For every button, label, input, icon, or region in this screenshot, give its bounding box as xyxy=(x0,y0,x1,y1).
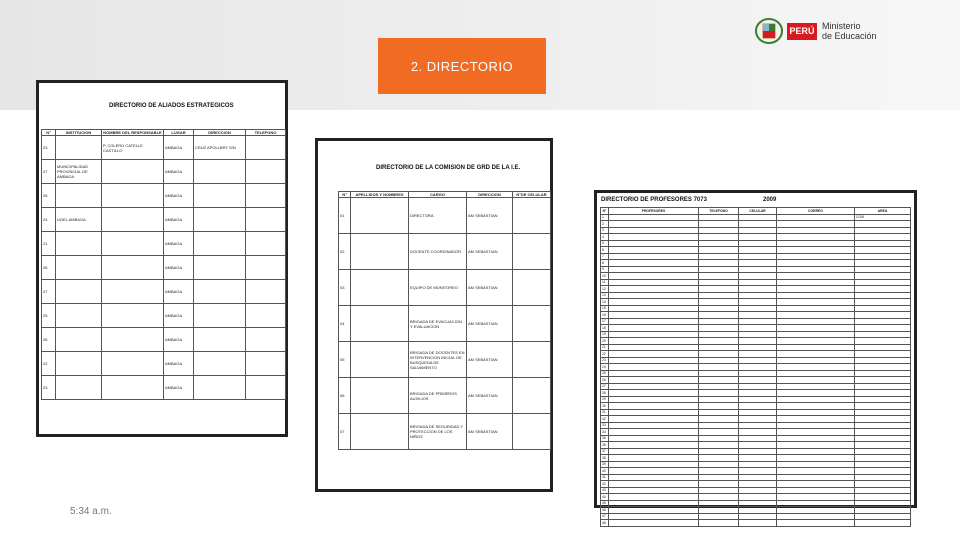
table-cell: 19 xyxy=(601,331,609,338)
table-cell xyxy=(246,304,286,328)
table-cell: 23 xyxy=(42,136,56,160)
table-cell xyxy=(246,328,286,352)
table-cell xyxy=(194,232,246,256)
table-cell xyxy=(513,378,551,414)
teachers-directory-document xyxy=(594,190,917,525)
table-row xyxy=(42,328,286,352)
table-cell xyxy=(246,352,286,376)
table-cell: 6 xyxy=(601,247,609,254)
table-row xyxy=(339,198,551,234)
table-cell: 06 xyxy=(339,378,351,414)
table-row xyxy=(339,234,551,270)
commission-table xyxy=(338,191,551,450)
table-cell: AMBAGA xyxy=(164,136,194,160)
table-cell xyxy=(194,376,246,400)
table-cell xyxy=(513,198,551,234)
table-cell: AM SEBASTIAN xyxy=(467,414,513,450)
table-cell xyxy=(194,304,246,328)
doc-title: DIRECTORIO DE ALIADOS ESTRATEGICOS xyxy=(109,103,234,109)
table-cell: 13 xyxy=(601,292,609,299)
table-cell xyxy=(102,304,164,328)
table-cell: AMBAGA xyxy=(164,376,194,400)
column-header: NOMBRE DEL RESPONSABLE xyxy=(103,130,162,135)
column-header: APELLIDOS Y NOMBRES xyxy=(351,192,409,198)
table-cell xyxy=(194,256,246,280)
table-cell: 25 xyxy=(42,304,56,328)
table-cell xyxy=(351,342,409,378)
table-cell: DIRECTORA xyxy=(409,198,467,234)
slide-title: 2. DIRECTORIO xyxy=(378,38,546,94)
table-cell xyxy=(102,184,164,208)
table-cell: AM SEBASTIAN xyxy=(467,306,513,342)
table-cell xyxy=(513,270,551,306)
table-cell xyxy=(102,352,164,376)
table-cell: BRIGADA DE EVACUACION Y EVALUACION xyxy=(409,306,467,342)
table-cell xyxy=(246,208,286,232)
table-cell: 27 xyxy=(42,160,56,184)
table-cell: AM SEBASTIAN xyxy=(467,270,513,306)
table-cell xyxy=(194,160,246,184)
table-cell xyxy=(351,306,409,342)
table-row xyxy=(42,256,286,280)
table-cell xyxy=(246,184,286,208)
column-header: N°DE CELULAR xyxy=(513,192,551,198)
table-cell: 27 xyxy=(601,383,609,390)
table-cell xyxy=(194,184,246,208)
column-header: TELEFONO xyxy=(699,208,739,215)
table-cell: 11 xyxy=(601,279,609,286)
table-cell: 43 xyxy=(601,487,609,494)
table-cell: 42 xyxy=(601,481,609,488)
table-cell xyxy=(351,414,409,450)
table-cell xyxy=(246,376,286,400)
column-header: DIRECCION xyxy=(194,130,246,136)
table-row xyxy=(42,208,286,232)
table-cell xyxy=(56,232,102,256)
table-cell: P. COLERO CATELLE CASTILLO xyxy=(102,136,164,160)
table-cell xyxy=(56,256,102,280)
table-cell: AMBAGA xyxy=(164,280,194,304)
table-row xyxy=(42,184,286,208)
table-cell xyxy=(102,160,164,184)
table-cell: 33 xyxy=(601,422,609,429)
column-header: AREA xyxy=(855,208,911,215)
table-cell xyxy=(513,414,551,450)
table-cell xyxy=(56,352,102,376)
table-cell xyxy=(194,208,246,232)
table-cell: 32 xyxy=(601,416,609,423)
table-cell: 38 xyxy=(601,455,609,462)
table-cell: 16 xyxy=(601,312,609,319)
table-cell xyxy=(609,520,699,527)
table-cell: COM xyxy=(855,214,911,221)
table-cell: 1 xyxy=(601,214,609,221)
table-row xyxy=(601,520,911,527)
column-header: INSTITUCION xyxy=(56,130,102,136)
table-cell xyxy=(102,256,164,280)
column-header: LUGAR xyxy=(164,130,194,136)
column-header: PROFESORES xyxy=(609,208,699,215)
table-cell xyxy=(246,136,286,160)
table-cell: 2 xyxy=(601,221,609,228)
table-row xyxy=(42,280,286,304)
table-cell: 46 xyxy=(601,507,609,514)
table-cell: 29 xyxy=(601,396,609,403)
table-cell: 35 xyxy=(601,435,609,442)
table-cell xyxy=(513,342,551,378)
ministry-name xyxy=(822,21,877,41)
doc-year: 2009 xyxy=(763,197,777,203)
table-cell xyxy=(56,328,102,352)
table-cell: 44 xyxy=(601,494,609,501)
table-cell: 8 xyxy=(601,260,609,267)
table-cell xyxy=(56,280,102,304)
table-cell xyxy=(102,232,164,256)
table-cell: AMBAGA xyxy=(164,328,194,352)
table-cell xyxy=(739,520,777,527)
table-cell: 7 xyxy=(601,253,609,260)
table-cell xyxy=(246,280,286,304)
table-cell: CRUZ APOLLBRY S/N xyxy=(194,136,246,160)
table-cell: DOCENTE COORDINADOR xyxy=(409,234,467,270)
table-cell: 04 xyxy=(339,306,351,342)
table-cell xyxy=(246,232,286,256)
table-cell: 34 xyxy=(601,429,609,436)
column-header: N° xyxy=(42,130,56,136)
table-cell: BRIGADA DE SEGURIDAD Y PROTECCION DE LOS NIÑOS xyxy=(409,414,467,450)
column-header: N° xyxy=(601,208,609,215)
table-cell: 03 xyxy=(339,270,351,306)
table-cell: 28 xyxy=(601,390,609,397)
table-cell: AMBAGA xyxy=(164,208,194,232)
table-cell xyxy=(855,520,911,527)
doc-title: DIRECTORIO DE LA COMISION DE GRD DE LA I.E. xyxy=(376,165,521,171)
table-cell: 05 xyxy=(339,342,351,378)
table-cell: 27 xyxy=(42,280,56,304)
table-cell: 21 xyxy=(601,344,609,351)
table-cell xyxy=(351,198,409,234)
table-cell: 17 xyxy=(601,318,609,325)
table-cell: 28 xyxy=(42,184,56,208)
column-header: TELEFONO xyxy=(246,130,286,136)
timestamp: 5:34 a.m. xyxy=(70,506,112,517)
table-cell: UGEL AMBAGA xyxy=(56,208,102,232)
table-row xyxy=(339,342,551,378)
table-row xyxy=(42,304,286,328)
column-header: CORREO xyxy=(777,208,855,215)
table-cell: MUNICIPALIDAD PROVINCIAL DE AMBAGA xyxy=(56,160,102,184)
table-row xyxy=(339,270,551,306)
table-cell: 3 xyxy=(601,227,609,234)
table-cell: 02 xyxy=(339,234,351,270)
table-cell: 25 xyxy=(601,370,609,377)
table-cell xyxy=(194,352,246,376)
table-row xyxy=(339,306,551,342)
table-cell xyxy=(102,208,164,232)
table-cell: 21 xyxy=(42,232,56,256)
table-cell xyxy=(246,160,286,184)
table-cell: 26 xyxy=(42,328,56,352)
table-cell: 18 xyxy=(601,325,609,332)
table-cell xyxy=(194,280,246,304)
table-cell: 01 xyxy=(339,198,351,234)
doc-title: DIRECTORIO DE PROFESORES 7073 xyxy=(601,197,707,203)
table-cell: 30 xyxy=(601,403,609,410)
grd-commission-document xyxy=(315,138,553,492)
column-header: DIRECCION xyxy=(467,192,513,198)
table-cell: 48 xyxy=(601,520,609,527)
table-row xyxy=(339,378,551,414)
table-cell xyxy=(351,234,409,270)
table-cell: 20 xyxy=(601,338,609,345)
table-cell: 07 xyxy=(339,414,351,450)
table-cell: AM SEBASTIAN xyxy=(467,198,513,234)
ministry-logo xyxy=(754,14,882,48)
table-cell: 26 xyxy=(601,377,609,384)
table-cell: 4 xyxy=(601,234,609,241)
table-cell: AMBAGA xyxy=(164,352,194,376)
table-cell: AMBAGA xyxy=(164,304,194,328)
table-cell xyxy=(56,376,102,400)
table-cell: AMBAGA xyxy=(164,184,194,208)
table-cell: 45 xyxy=(601,500,609,507)
table-cell: 10 xyxy=(601,273,609,280)
table-cell: 5 xyxy=(601,240,609,247)
table-cell: AMBAGA xyxy=(164,256,194,280)
ministry-line-2: de Educación xyxy=(822,31,877,41)
table-cell xyxy=(351,378,409,414)
table-cell: 39 xyxy=(601,461,609,468)
table-cell: 23 xyxy=(42,376,56,400)
column-header: N° xyxy=(339,192,351,198)
table-cell: 31 xyxy=(601,409,609,416)
table-cell: 24 xyxy=(42,208,56,232)
table-row xyxy=(42,352,286,376)
allies-table xyxy=(41,129,286,400)
table-cell: BRIGADA DE PRIMEROS AUXILIOS xyxy=(409,378,467,414)
ministry-line-1: Ministerio xyxy=(822,21,861,31)
table-cell: 37 xyxy=(601,448,609,455)
table-cell: 40 xyxy=(601,468,609,475)
table-cell: 9 xyxy=(601,266,609,273)
table-cell xyxy=(56,184,102,208)
table-cell xyxy=(194,328,246,352)
table-cell xyxy=(246,256,286,280)
table-cell: AM SEBASTIAN xyxy=(467,342,513,378)
table-row xyxy=(42,376,286,400)
table-row xyxy=(339,414,551,450)
table-cell xyxy=(102,328,164,352)
table-cell: BRIGADA DE DOCENTES EN INTERVENCION INICIAL DE BUSQUEDA DE SALVAMENTO xyxy=(409,342,467,378)
table-cell: 26 xyxy=(42,256,56,280)
table-cell: 36 xyxy=(601,442,609,449)
table-row xyxy=(42,136,286,160)
table-cell xyxy=(56,136,102,160)
table-cell xyxy=(56,304,102,328)
table-cell xyxy=(102,376,164,400)
table-cell xyxy=(351,270,409,306)
table-cell: 24 xyxy=(601,364,609,371)
column-header: CELULAR xyxy=(739,208,777,215)
teachers-table xyxy=(600,207,911,527)
table-cell: EQUIPO DE MONITOREO xyxy=(409,270,467,306)
table-cell: 41 xyxy=(601,474,609,481)
table-cell: 12 xyxy=(601,286,609,293)
table-row xyxy=(42,232,286,256)
column-header: CARGO xyxy=(409,192,467,198)
table-cell xyxy=(699,520,739,527)
table-cell: 22 xyxy=(42,352,56,376)
table-cell xyxy=(513,306,551,342)
table-cell xyxy=(513,234,551,270)
table-cell: 47 xyxy=(601,513,609,520)
table-row xyxy=(42,160,286,184)
peru-badge: PERÚ xyxy=(787,23,817,40)
table-cell xyxy=(102,280,164,304)
table-cell: 22 xyxy=(601,351,609,358)
table-cell: 15 xyxy=(601,305,609,312)
table-cell: AM SEBASTIAN xyxy=(467,378,513,414)
allies-directory-document xyxy=(36,80,288,437)
table-cell: AMBAGA xyxy=(164,160,194,184)
table-cell: 14 xyxy=(601,299,609,306)
table-cell xyxy=(777,520,855,527)
table-cell: AM SEBASTIAN xyxy=(467,234,513,270)
table-cell: 23 xyxy=(601,357,609,364)
table-cell: AMBAGA xyxy=(164,232,194,256)
coat-of-arms-icon xyxy=(754,16,784,46)
